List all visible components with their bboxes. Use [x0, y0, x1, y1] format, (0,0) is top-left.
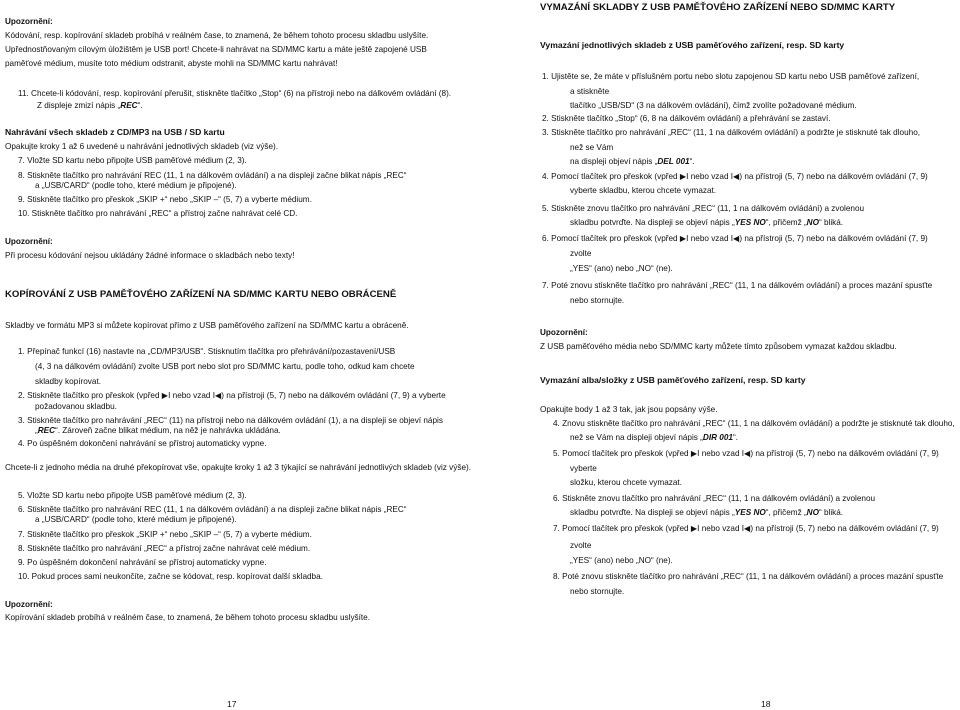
- warning-text: Z USB paměťového média nebo SD/MMC karty můžete tímto způsobem vymazat každou skladbu.: [540, 342, 897, 351]
- delete-step-4: 4. Pomocí tlačítek pro přeskok (vpřed ▶I nebo vzad I◀) na přístroji (5, 7) nebo na dálkovém ovládání (7, 9): [542, 172, 928, 181]
- copy-step-1: (4, 3 na dálkovém ovládání) zvolte USB port nebo slot pro SD/MMC kartu, podle toho, odkud kam chcete: [35, 362, 415, 371]
- copy-step-4: 4. Po úspěšném dokončení nahrávání se přístroj automaticky vypne.: [18, 439, 267, 448]
- delete-step-6: zvolte: [570, 249, 592, 258]
- paragraph: Chcete-li z jednoho média na druhé překopírovat vše, opakujte kroky 1 až 3 týkající se nahrávání jednotlivých skladeb (viz výše).: [5, 463, 472, 472]
- copy-step-5: 5. Vložte SD kartu nebo připojte USB paměťové médium (2, 3).: [18, 491, 247, 500]
- page-title: VYMAZÁNÍ SKLADBY Z USB PAMĚŤOVÉHO ZAŘÍZENÍ NEBO SD/MMC KARTY: [540, 2, 896, 13]
- delete-step-4: vyberte skladbu, kterou chcete vymazat.: [570, 186, 717, 195]
- warning-text: paměťové médium, musíte toto médium odstranit, abyste mohli na SD/MMC kartu nahrávat!: [5, 59, 338, 68]
- delete-step-6: „YES“ (ano) nebo „NO“ (ne).: [570, 264, 673, 273]
- album-step-5: vyberte: [570, 464, 597, 473]
- album-step-4: než se Vám na displeji objeví nápis „DIR 001“.: [570, 433, 738, 442]
- copy-step-7: 7. Stiskněte tlačítko pro přeskok „SKIP +“ nebo „SKIP –“ (5, 7) a vyberte médium.: [18, 530, 312, 539]
- album-step-4: 4. Znovu stiskněte tlačítko pro nahrávání „REC“ (11, 1 na dálkovém ovládání) a podržte je stisknuté tak dlouho,: [553, 419, 955, 428]
- warning-text: Upřednostňovaným cílovým úložištěm je USB port! Chcete-li nahrávat na SD/MMC kartu a máte ještě zapojené USB: [5, 45, 427, 54]
- delete-step-3: na displeji objeví nápis „DEL 001“.: [570, 157, 695, 166]
- warning-title: Upozornění:: [5, 600, 53, 609]
- copy-step-1: 1. Přepínač funkcí (16) nastavte na „CD/MP3/USB“. Stisknutím tlačítka pro přehrávání/pozastavení/USB: [18, 347, 396, 356]
- delete-step-1: 1. Ujistěte se, že máte v příslušném portu nebo slotu zapojenou SD kartu nebo USB paměťové zařízení,: [542, 72, 920, 81]
- delete-step-7: 7. Poté znovu stiskněte tlačítko pro nahrávání „REC“ (11, 1 na dálkovém ovládání) a proces mazání spusťte: [542, 281, 933, 290]
- section-heading: KOPÍROVÁNÍ Z USB PAMĚŤOVÉHO ZAŘÍZENÍ NA SD/MMC KARTU NEBO OBRÁCENĚ: [5, 289, 397, 300]
- page-right: [538, 0, 960, 710]
- copy-step-1: skladby kopírovat.: [35, 377, 101, 386]
- warning-text: Kódování, resp. kopírování skladeb probíhá v reálném čase, to znamená, že během tohoto procesu skladbu uslyšíte.: [5, 31, 429, 40]
- delete-step-2: 2. Stiskněte tlačítko „Stop“ (6, 8 na dálkovém ovládání) a přehrávání se zastaví.: [542, 114, 831, 123]
- copy-step-10: 10. Pokud proces sami neukončíte, začne se kódovat, resp. kopírovat další skladba.: [18, 572, 323, 581]
- section-heading: Vymazání jednotlivých skladeb z USB paměťového zařízení, resp. SD karty: [540, 40, 845, 50]
- album-step-7: „YES“ (ano) nebo „NO“ (ne).: [570, 556, 673, 565]
- step-8: 8. Stiskněte tlačítko pro nahrávání REC (11, 1 na dálkovém ovládání) a na displeji začne blikat nápis „REC“: [18, 171, 407, 180]
- delete-step-1: a stiskněte: [570, 87, 610, 96]
- delete-step-7: nebo stornujte.: [570, 296, 625, 305]
- delete-step-1: tlačítko „USB/SD“ (3 na dálkovém ovládání), čímž zvolíte požadované médium.: [570, 101, 857, 110]
- paragraph: Opakujte kroky 1 až 6 uvedené u nahrávání jednotlivých skladeb (viz výše).: [5, 142, 279, 151]
- album-step-8: 8. Poté znovu stiskněte tlačítko pro nahrávání „REC“ (11, 1 na dálkovém ovládání) a proces mazání spusťte: [553, 572, 944, 581]
- paragraph: Opakujte body 1 až 3 tak, jak jsou popsány výše.: [540, 405, 718, 414]
- copy-step-3: „REC“. Zároveň začne blikat médium, na něž je nahrávka ukládána.: [35, 426, 281, 435]
- page-left: [0, 0, 478, 710]
- copy-step-3: 3. Stiskněte tlačítko pro nahrávání „REC“ (11) na přístroji nebo na dálkovém ovládání (1), a na displeji se objeví nápis: [18, 416, 443, 425]
- step-9: 9. Stiskněte tlačítko pro přeskok „SKIP +“ nebo „SKIP –“ (5, 7) a vyberte médium.: [18, 195, 312, 204]
- page-number: 17: [227, 699, 237, 709]
- album-step-7: 7. Pomocí tlačítek pro přeskok (vpřed ▶I nebo vzad I◀) na přístroji (5, 7) nebo na dálkovém ovládání (7, 9): [553, 524, 939, 533]
- copy-step-6: 6. Stiskněte tlačítko pro nahrávání REC (11, 1 na dálkovém ovládání) a na displeji začne blikat nápis „REC“: [18, 505, 407, 514]
- delete-step-3: než se Vám: [570, 143, 614, 152]
- album-step-5: složku, kterou chcete vymazat.: [570, 478, 682, 487]
- delete-step-5: skladbu potvrďte. Na displeji se objeví nápis „YES NO“, přičemž „NO“ bliká.: [570, 218, 844, 227]
- copy-step-6: a „USB/CARD“ (podle toho, které médium je připojené).: [35, 515, 237, 524]
- step-11-display: Z displeje zmizí nápis „REC“.: [37, 101, 143, 110]
- album-step-6: skladbu potvrďte. Na displeji se objeví nápis „YES NO“, přičemž „NO“ bliká.: [570, 508, 844, 517]
- warning-text: Kopírování skladeb probíhá v reálném čase, to znamená, že během tohoto procesu skladbu uslyšíte.: [5, 613, 371, 622]
- warning-text: Při procesu kódování nejsou ukládány žádné informace o skladbách nebo texty!: [5, 251, 295, 260]
- step-11: 11. Chcete-li kódování, resp. kopírování přerušit, stiskněte tlačítko „Stop“ (6) na přístroji nebo na dálkovém ovládání (8).: [18, 89, 452, 98]
- step-10: 10. Stiskněte tlačítko pro nahrávání „REC“ a přístroj začne nahrávat celé CD.: [18, 209, 298, 218]
- album-step-6: 6. Stiskněte znovu tlačítko pro nahrávání „REC“ (11, 1 na dálkovém ovládání) a zvolenou: [553, 494, 876, 503]
- delete-step-5: 5. Stiskněte znovu tlačítko pro nahrávání „REC“ (11, 1 na dálkovém ovládání) a zvolenou: [542, 204, 865, 213]
- step-7: 7. Vložte SD kartu nebo připojte USB paměťové médium (2, 3).: [18, 156, 247, 165]
- delete-step-3: 3. Stiskněte tlačítko pro nahrávání „REC“ (11, 1 na dálkovém ovládání) a podržte je stisknuté tak dlouho,: [542, 128, 921, 137]
- warning-title: Upozornění:: [5, 17, 53, 26]
- copy-step-8: 8. Stiskněte tlačítko pro nahrávání „REC“ a přístroj začne nahrávat celé médium.: [18, 544, 311, 553]
- album-step-7: zvolte: [570, 541, 592, 550]
- section-heading: Vymazání alba/složky z USB paměťového zařízení, resp. SD karty: [540, 375, 806, 385]
- copy-step-2: 2. Stiskněte tlačítko pro přeskok (vpřed ▶I nebo vzad I◀) na přístroji (5, 7) nebo na dálkovém ovládání (7, 9) a vyberte: [18, 391, 446, 400]
- album-step-5: 5. Pomocí tlačítek pro přeskok (vpřed ▶I nebo vzad I◀) na přístroji (5, 7) nebo na dálkovém ovládání (7, 9): [553, 449, 939, 458]
- warning-title: Upozornění:: [540, 328, 588, 337]
- section-heading: Nahrávání všech skladeb z CD/MP3 na USB / SD kartu: [5, 127, 225, 137]
- paragraph: Skladby ve formátu MP3 si můžete kopírovat přímo z USB paměťového zařízení na SD/MMC kartu a obráceně.: [5, 321, 409, 330]
- delete-step-6: 6. Pomocí tlačítek pro přeskok (vpřed ▶I nebo vzad I◀) na přístroji (5, 7) nebo na dálkovém ovládání (7, 9): [542, 234, 928, 243]
- step-8: a „USB/CARD“ (podle toho, které médium je připojené).: [35, 181, 237, 190]
- copy-step-9: 9. Po úspěšném dokončení nahrávání se přístroj automaticky vypne.: [18, 558, 267, 567]
- copy-step-2: požadovanou skladbu.: [35, 402, 117, 411]
- page-number: 18: [761, 699, 771, 709]
- album-step-8: nebo stornujte.: [570, 587, 625, 596]
- warning-title: Upozornění:: [5, 237, 53, 246]
